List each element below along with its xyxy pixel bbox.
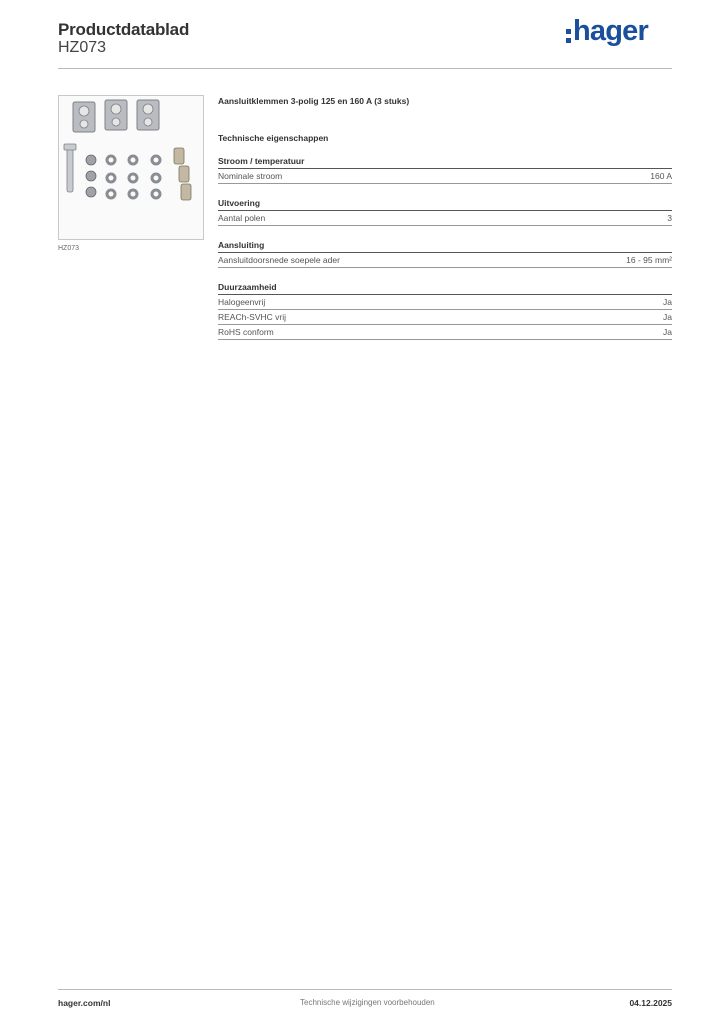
spec-label: REACh-SVHC vrij [218, 312, 287, 322]
terminal-kit-illustration [59, 96, 203, 239]
footer-website-link[interactable]: hager.com/nl [58, 998, 111, 1008]
spec-row [218, 169, 672, 184]
footer-date: 04.12.2025 [629, 998, 672, 1008]
spec-value: Ja [663, 312, 672, 322]
spec-row [218, 211, 672, 226]
spec-value: Ja [663, 327, 672, 337]
spec-group-uitvoering [218, 198, 672, 226]
section-title: Technische eigenschappen [218, 133, 329, 143]
spec-group-stroom [218, 156, 672, 184]
hager-logo [566, 16, 648, 46]
spec-label: RoHS conform [218, 327, 274, 337]
logo-text: hager [573, 15, 648, 47]
spec-row [218, 325, 672, 340]
document-title: Productdatablad [58, 20, 190, 39]
footer-divider [58, 989, 672, 990]
spec-value: 160 A [650, 171, 672, 181]
image-caption: HZ073 [58, 245, 80, 252]
group-title: Aansluiting [218, 240, 672, 253]
spec-label: Aantal polen [218, 213, 266, 223]
spec-row [218, 310, 672, 325]
spec-label: Halogeenvrij [218, 297, 266, 307]
group-title: Uitvoering [218, 198, 672, 211]
spec-row [218, 253, 672, 268]
footer-notice: Technische wijzigingen voorbehouden [300, 998, 435, 1007]
spec-group-aansluiting [218, 240, 672, 268]
spec-content [218, 96, 672, 340]
product-code: HZ073 [58, 39, 107, 56]
product-title: Aansluitklemmen 3-polig 125 en 160 A (3 stuks) [218, 96, 410, 106]
group-title: Duurzaamheid [218, 282, 672, 295]
spec-label: Aansluitdoorsnede soepele ader [218, 255, 340, 265]
product-image [58, 95, 204, 240]
spec-value: 3 [667, 213, 672, 223]
spec-group-duurzaamheid [218, 282, 672, 340]
group-title: Stroom / temperatuur [218, 156, 672, 169]
spec-value: 16 - 95 mm² [626, 255, 672, 265]
header-divider [58, 68, 672, 69]
spec-row [218, 295, 672, 310]
spec-value: Ja [663, 297, 672, 307]
logo-dots-icon [566, 29, 571, 46]
spec-label: Nominale stroom [218, 171, 283, 181]
